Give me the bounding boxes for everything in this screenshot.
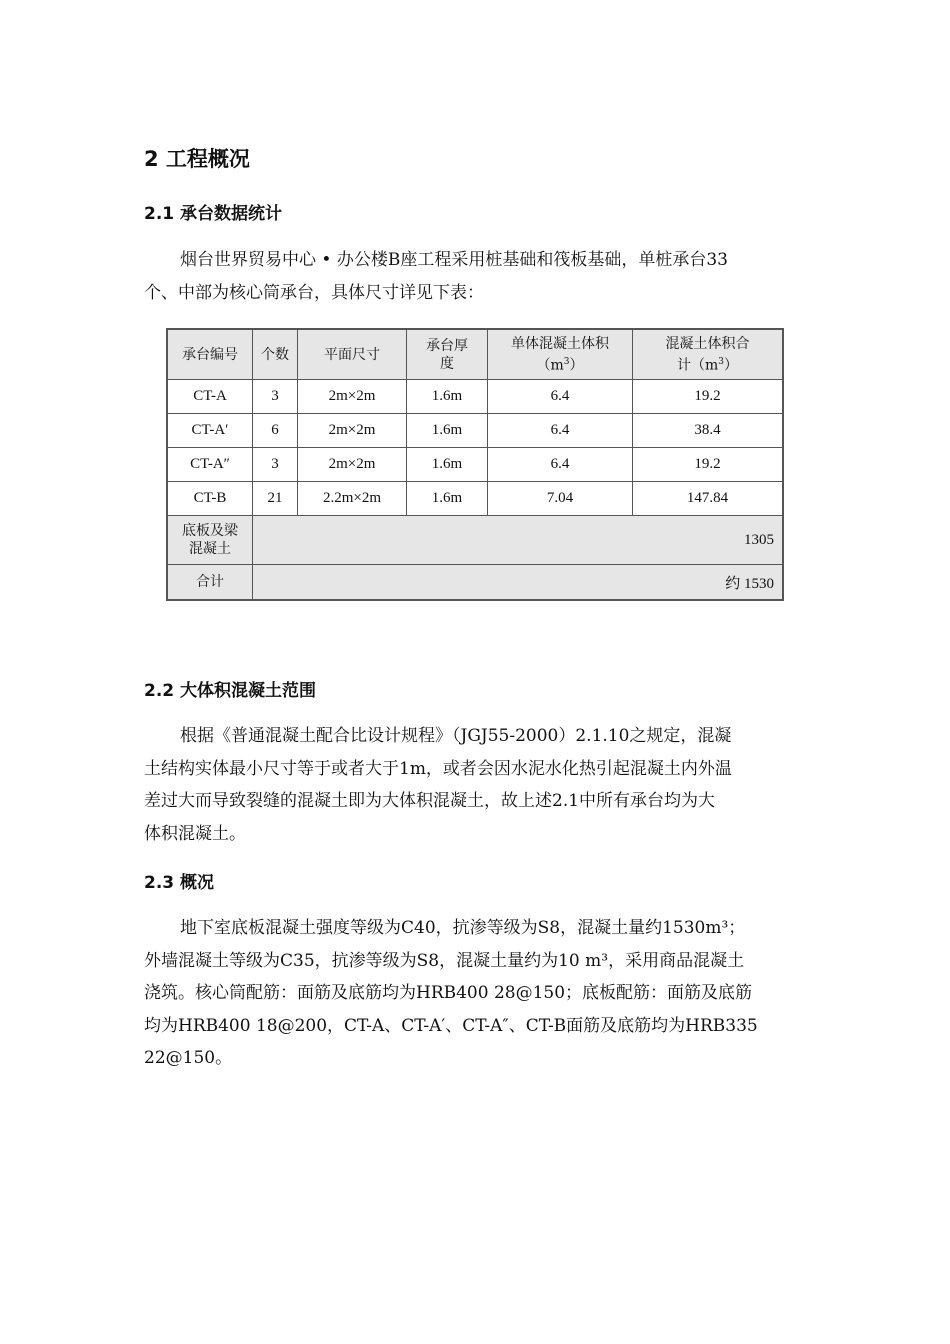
table-cell: 1.6m (407, 414, 488, 448)
paragraph-line: 均为HRB400 18@200，CT-A、CT-A′、CT-A″、CT-B面筋及底筋均为HRB335 (144, 1015, 758, 1036)
table-header-row (167, 329, 783, 380)
table-cell: CT-A′ (167, 414, 253, 448)
table-cell: 6 (253, 414, 298, 448)
subsection-title-2-3: 2.3 概况 (144, 873, 215, 893)
paragraph-line: 土结构实体最小尺寸等于或者大于1m，或者会因水泥水化热引起混凝土内外温 (144, 758, 732, 779)
table-cell: 6.4 (488, 380, 633, 414)
table-cell: 19.2 (633, 448, 784, 482)
header-plan-size: 平面尺寸 (298, 329, 407, 380)
header-cap-id: 承台编号 (167, 329, 253, 380)
table-cell: 3 (253, 380, 298, 414)
table-cell: 1.6m (407, 482, 488, 516)
table-cell: CT-A″ (167, 448, 253, 482)
header-count: 个数 (253, 329, 298, 380)
summary-value-slab-beam: 1305 (253, 516, 784, 565)
header-thickness: 承台厚 度 (407, 329, 488, 380)
paragraph-line: 外墙混凝土等级为C35，抗渗等级为S8，混凝土量约为10 m³，采用商品混凝土 (144, 950, 745, 971)
subsection-title-2-1: 2.1 承台数据统计 (144, 204, 283, 224)
table-cell: 6.4 (488, 448, 633, 482)
table-cell: 3 (253, 448, 298, 482)
table-cell: 2m×2m (298, 448, 407, 482)
table-cell: 38.4 (633, 414, 784, 448)
table-cell: 147.84 (633, 482, 784, 516)
summary-value-total: 约 1530 (253, 565, 784, 601)
table-row (167, 380, 783, 414)
header-unit-volume: 单体混凝土体积 $(m^3)$ (488, 329, 633, 380)
paragraph-line: 22@150。 (144, 1048, 233, 1068)
summary-label-total: 合计 (167, 565, 253, 601)
table-cell: CT-B (167, 482, 253, 516)
table-row (167, 414, 783, 448)
paragraph-line: 地下室底板混凝土强度等级为C40，抗渗等级为S8，混凝土量约1530m³； (180, 918, 746, 938)
table-cell: 19.2 (633, 380, 784, 414)
table-row (167, 482, 783, 516)
paragraph-line: 体积混凝土。 (144, 823, 246, 844)
table-cell: 6.4 (488, 414, 633, 448)
header-total-volume: 混凝土体积合 计$(m^3)$ (633, 329, 784, 380)
table-summary-row (167, 565, 783, 601)
table-cell: 2m×2m (298, 380, 407, 414)
table-cell: CT-A (167, 380, 253, 414)
paragraph-line: 差过大而导致裂缝的混凝土即为大体积混凝土，故上述2.1中所有承台均为大 (144, 791, 716, 811)
pile-cap-table (166, 328, 784, 601)
table-row (167, 448, 783, 482)
paragraph-line: 烟台世界贸易中心 • 办公楼B座工程采用桩基础和筏板基础，单桩承台33 (180, 250, 728, 270)
table-cell: 7.04 (488, 482, 633, 516)
table-cell: 1.6m (407, 380, 488, 414)
paragraph-line: 根据《普通混凝土配合比设计规程》（JGJ55-2000）2.1.10之规定，混凝 (180, 726, 732, 746)
summary-label-slab-beam: 底板及梁混凝土 (167, 516, 253, 565)
paragraph-line: 浇筑。核心筒配筋：面筋及底筋均为HRB400 28@150；底板配筋：面筋及底筋 (144, 983, 753, 1003)
table-cell: 21 (253, 482, 298, 516)
section-title: 2 工程概况 (144, 147, 250, 171)
table-cell: 2.2m×2m (298, 482, 407, 516)
paragraph-2-2 (144, 720, 806, 850)
table-cell: 2m×2m (298, 414, 407, 448)
subsection-title-2-2: 2.2 大体积混凝土范围 (144, 681, 317, 701)
table-summary-row (167, 516, 783, 565)
paragraph-2-1 (144, 244, 806, 309)
paragraph-2-3 (144, 912, 806, 1075)
table-cell: 1.6m (407, 448, 488, 482)
paragraph-line: 个、中部为核心筒承台，具体尺寸详见下表： (144, 282, 484, 303)
